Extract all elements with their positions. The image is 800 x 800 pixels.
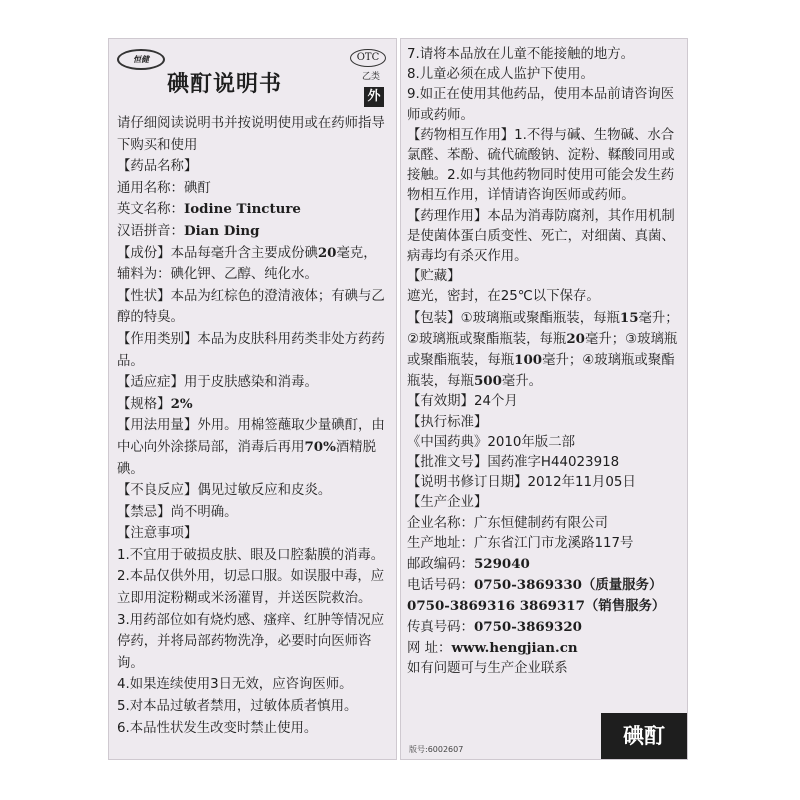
address-value: 广东省江门市龙溪路117号 [473, 535, 634, 551]
fax-value: 0750-3869320 [473, 618, 583, 635]
package-section [407, 308, 679, 393]
generic-name-label: 通用名称： [117, 180, 184, 196]
pharmacology-section [407, 207, 679, 268]
contraindication-text: 尚不明确。 [170, 504, 238, 520]
ingredients-amount: 20 [317, 244, 337, 261]
english-name-line [117, 199, 388, 221]
standard-header: 【执行标准】 [407, 414, 488, 430]
caution-item-5: 5.对本品过敏者禁用，过敏体质者慎用。 [117, 699, 358, 715]
package-text-c: 毫升；③玻璃瓶或聚酯瓶装，每瓶 [407, 331, 678, 369]
package-header: 【包装】 [407, 310, 461, 326]
usage-header: 【用法用量】 [117, 418, 198, 434]
pinyin-label: 汉语拼音： [117, 223, 184, 239]
otc-class-label: 乙类 [361, 72, 380, 82]
category-text: 本品为皮肤科用药类非处方药药品。 [117, 331, 385, 369]
pharmacology-header: 【药理作用】 [407, 208, 488, 224]
company-logo: 恒健 [117, 49, 165, 70]
ingredients-section [117, 243, 388, 286]
phone-sales-service: 0750-3869316 3869317（销售服务） [407, 598, 666, 615]
standard-text: 《中国药典》2010年版二部 [407, 434, 575, 450]
usage-text-b: 酒精脱碘。 [117, 439, 376, 477]
caution-item-9: 9.如正在使用其他药品，使用本品前请咨询医师或药师。 [407, 87, 675, 123]
character-section [117, 286, 388, 329]
package-volume-1: 15 [619, 309, 639, 326]
external-use-mark: 外 [364, 87, 384, 107]
storage-header: 【贮藏】 [407, 269, 461, 285]
interaction-header: 【药物相互作用】 [407, 127, 515, 143]
approval-section [407, 453, 679, 473]
caution-item-1: 1.不宜用于破损皮肤、眼及口腔黏膜的消毒。 [117, 547, 385, 563]
fax-line [407, 617, 679, 638]
version-code: 版号:6002607 [409, 745, 464, 754]
package-text-d: 毫升；④玻璃瓶或聚酯瓶装，每瓶 [407, 353, 675, 390]
usage-concentration: 70% [304, 438, 336, 455]
phone-label: 电话号码： [407, 578, 474, 594]
storage-text: 遮光，密封，在25℃以下保存。 [407, 289, 600, 305]
spec-header: 【规格】 [117, 396, 171, 412]
company-line [407, 514, 679, 534]
caution-item-2: 2.本品仅供外用，切忌口服。如误服中毒，应立即用淀粉糊或米汤灌胃，并送医院救治。 [117, 569, 385, 607]
contraindication-header: 【禁忌】 [117, 504, 171, 520]
interaction-section [407, 126, 679, 207]
english-name-value: Iodine Tincture [183, 201, 301, 218]
postcode-line [407, 554, 679, 575]
caution-header: 【注意事项】 [117, 526, 198, 542]
pinyin-line [117, 221, 388, 243]
generic-name-value: 碘酊 [183, 180, 211, 196]
package-volume-3: 100 [514, 352, 543, 369]
leaflet-header [117, 47, 388, 113]
ingredients-text-a: 本品每毫升含主要成份碘 [170, 245, 318, 261]
ingredients-text-b: 毫克，辅料为：碘化钾、乙醇、纯化水。 [117, 245, 377, 283]
english-name-label: 英文名称： [117, 202, 184, 218]
company-name: 广东恒健制药有限公司 [473, 515, 608, 531]
indication-text: 用于皮肤感染和消毒。 [183, 375, 318, 391]
category-header: 【作用类别】 [117, 331, 198, 347]
name-section-header: 【药品名称】 [117, 159, 198, 175]
package-text-a: ①玻璃瓶或聚酯瓶装，每瓶 [460, 310, 620, 326]
approval-header: 【批准文号】 [407, 455, 488, 471]
validity-text: 24个月 [473, 394, 518, 410]
revision-header: 【说明书修订日期】 [407, 475, 528, 491]
character-header: 【性状】 [117, 288, 171, 304]
website-label: 网 址： [407, 640, 452, 656]
revision-date: 2012年11月05日 [527, 475, 636, 491]
postcode-label: 邮政编码： [407, 557, 474, 573]
caution-item-6: 6.本品性状发生改变时禁止使用。 [117, 720, 318, 736]
caution-item-4: 4.如果连续使用3日无效，应咨询医师。 [117, 677, 353, 693]
leaflet-left-panel [108, 38, 397, 760]
validity-header: 【有效期】 [407, 394, 474, 410]
caution-item-3: 3.用药部位如有烧灼感、瘙痒、红肿等情况应停药，并将局部药物洗净，必要时向医师咨询。 [117, 612, 385, 671]
adverse-section [117, 480, 388, 502]
adverse-text: 偶见过敏反应和皮炎。 [197, 483, 332, 499]
intro-notice: 请仔细阅读说明书并按说明使用或在药师指导下购买和使用 [117, 116, 385, 153]
indication-section [117, 372, 388, 394]
interaction-text: 1.不得与碱、生物碱、水合氯醛、苯酚、硫代硫酸钠、淀粉、鞣酸同用或接触。2.如与其他药物同时使用可能会发生药物相互作用，详情请咨询医师或药师。 [407, 127, 675, 204]
character-text: 本品为红棕色的澄清液体；有碘与乙醇的特臭。 [117, 288, 385, 326]
caution-item-8: 8.儿童必须在成人监护下使用。 [407, 67, 594, 83]
usage-text-a: 外用。用棉签蘸取少量碘酊，由中心向外涂搽局部，消毒后再用 [117, 418, 385, 455]
category-section [117, 329, 388, 372]
phone-line [407, 575, 679, 596]
contact-note: 如有问题可与生产企业联系 [407, 661, 568, 677]
pinyin-value: Dian Ding [183, 222, 260, 239]
pharmacology-text: 本品为消毒防腐剂，其作用机制是使菌体蛋白质变性、死亡，对细菌、真菌、病毒均有杀灭作用。 [407, 208, 675, 265]
website-line [407, 638, 679, 659]
revision-section [407, 473, 679, 493]
package-text-b: 毫升；②玻璃瓶或聚酯瓶装，每瓶 [407, 310, 679, 347]
caution-item-7: 7.请将本品放在儿童不能接触的地方。 [407, 47, 635, 62]
postcode-value: 529040 [473, 556, 530, 573]
package-volume-4: 500 [473, 373, 502, 390]
fax-label: 传真号码： [407, 619, 474, 635]
website-value: www.hengjian.cn [451, 639, 578, 656]
contraindication-section [117, 502, 388, 524]
ingredients-header: 【成份】 [117, 245, 171, 261]
company-label: 企业名称： [407, 515, 474, 531]
approval-number: 国药准字H44023918 [487, 455, 620, 471]
indication-header: 【适应症】 [117, 375, 184, 391]
phone-quality-service: 0750-3869330（质量服务） [473, 577, 663, 594]
package-volume-2: 20 [566, 330, 585, 347]
address-line [407, 534, 679, 554]
generic-name-line [117, 178, 388, 200]
leaflet-right-panel [400, 38, 688, 760]
validity-section [407, 392, 679, 412]
usage-section [117, 415, 388, 480]
address-label: 生产地址： [407, 535, 474, 551]
manufacturer-header: 【生产企业】 [407, 495, 488, 511]
drug-name-mark: 碘酊 [601, 713, 687, 759]
package-text-e: 毫升。 [501, 374, 543, 390]
spec-value: 2% [170, 395, 193, 412]
adverse-header: 【不良反应】 [117, 483, 198, 499]
otc-badge: OTC [350, 49, 386, 67]
spec-section [117, 394, 388, 416]
page-title: 碘酊说明书 [167, 72, 283, 97]
